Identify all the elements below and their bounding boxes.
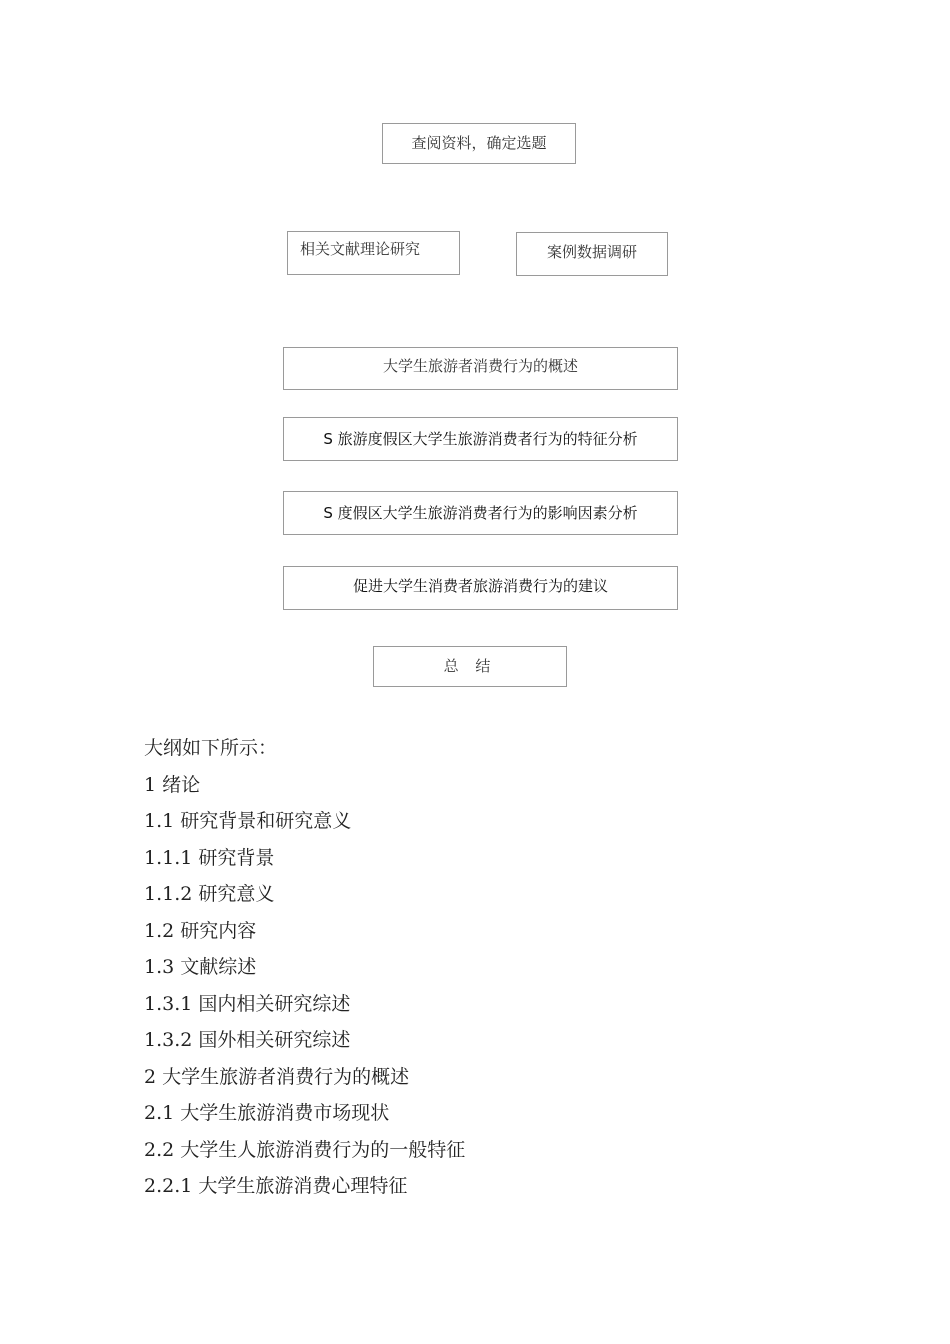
flow-step-summary <box>373 646 567 687</box>
flow-step-label: S 度假区大学生旅游消费者行为的影响因素分析 <box>323 504 638 522</box>
flow-step-label: S 旅游度假区大学生旅游消费者行为的特征分析 <box>323 430 638 448</box>
outline-item: 1.1.1 研究背景 <box>144 846 275 869</box>
outline-item: 2.2 大学生人旅游消费行为的一般特征 <box>144 1138 466 1161</box>
flow-step-case-survey <box>516 232 668 276</box>
flow-step-overview <box>283 347 678 390</box>
flow-step-factor-analysis <box>283 491 678 535</box>
flow-step-topic-selection <box>382 123 576 164</box>
outline-item: 1.1.2 研究意义 <box>144 883 275 905</box>
outline-intro: 大纲如下所示： <box>144 737 278 759</box>
flow-step-feature-analysis <box>283 417 678 461</box>
flow-step-label: 查阅资料，确定选题 <box>411 134 547 152</box>
outline-item: 2 大学生旅游者消费行为的概述 <box>144 1065 410 1088</box>
outline-item: 1.3.1 国内相关研究综述 <box>144 992 351 1015</box>
outline-item: 1 绪论 <box>144 773 201 796</box>
outline-list <box>144 767 844 1205</box>
outline-item: 1.3 文献综述 <box>144 956 257 978</box>
outline-section <box>144 730 844 1205</box>
flow-step-label: 案例数据调研 <box>546 243 637 261</box>
flow-step-literature-research <box>287 231 460 275</box>
outline-item: 1.1 研究背景和研究意义 <box>144 810 352 832</box>
flow-step-label: 总 结 <box>443 657 497 675</box>
flow-step-label: 大学生旅游者消费行为的概述 <box>382 357 578 375</box>
flow-step-suggestions <box>283 566 678 610</box>
flow-step-label: 相关文献理论研究 <box>300 240 421 258</box>
outline-item: 1.2 研究内容 <box>144 919 257 942</box>
flow-step-label: 促进大学生消费者旅游消费行为的建议 <box>352 577 608 595</box>
outline-item: 2.1 大学生旅游消费市场现状 <box>144 1102 390 1124</box>
outline-item: 2.2.1 大学生旅游消费心理特征 <box>144 1175 408 1197</box>
outline-item: 1.3.2 国外相关研究综述 <box>144 1029 351 1051</box>
